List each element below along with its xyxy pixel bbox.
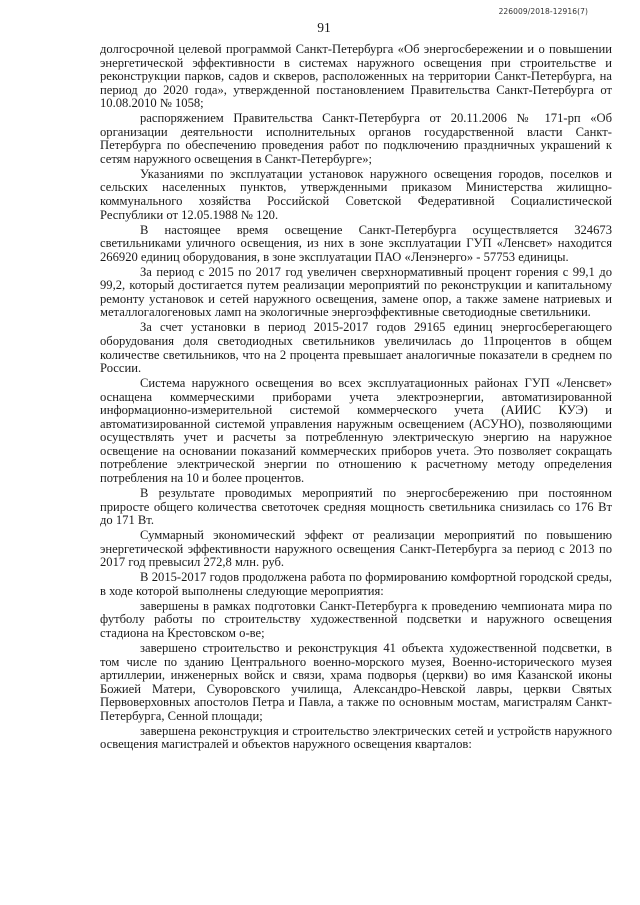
document-body	[100, 43, 612, 753]
page-number: 91	[317, 20, 331, 35]
paragraph: За счет установки в период 2015-2017 годов 29165 единиц энергосберегающего оборудования доля светодиодных светильников увеличилась до 11процентов в общем количестве светильников, что на 2 процента превышает аналогичные показатели в среднем по России.	[100, 320, 612, 376]
paragraph: Суммарный экономический эффект от реализации мероприятий по повышению энергетической эффективности наружного освещения Санкт-Петербурга за период с 2013 по 2017 год превысил 272,8 млн. руб.	[100, 528, 612, 570]
paragraph: распоряжением Правительства Санкт-Петербурга от 20.11.2006 № 171-рп «Об организации деятельности исполнительных органов государственной власти Санкт-Петербурга по обеспечению проведения работ по подключению праздничных украшений к сетям наружного освещения в Санкт-Петербурге»;	[100, 111, 612, 166]
paragraph: завершено строительство и реконструкция 41 объекта художественной подсветки, в том числе по зданию Центрального военно-морского музея, Военно-исторического музея артиллерии, инженерных войск и связи, храма подворья (церкви) во имя Казанской иконы Божией Матери, Суворовского училища, Александро-Невской лавры, церкви Святых Первоверховных апостолов Петра и Павла, а также по основным мостам, магистралям Санкт-Петербурга, Сенной площади;	[100, 641, 612, 723]
paragraph: В настоящее время освещение Санкт-Петербурга осуществляется 324673 светильниками уличного освещения, из них в зоне эксплуатации ГУП «Ленсвет» находится 266920 единиц оборудования, в зоне эксплуатации ПАО «Ленэнерго» - 57753 единицы.	[100, 222, 612, 264]
paragraph: долгосрочной целевой программой Санкт-Петербурга «Об энергосбережении и о повышении энергетической эффективности в системах наружного освещения при строительстве и реконструкции парков, садов и скверов, расположенных на территории Санкт-Петербурга, на период до 2020 года», утвержденной постановлением Правительства Санкт-Петербурга от 10.08.2010 № 1058;	[100, 42, 612, 111]
paragraph: В 2015-2017 годов продолжена работа по формированию комфортной городской среды, в ходе которой выполнены следующие мероприятия:	[100, 570, 612, 598]
document-registration-number: 226009/2018-12916(7)	[498, 7, 588, 16]
paragraph: За период с 2015 по 2017 год увеличен сверхнормативный процент горения с 99,1 до 99,2, который достигается путем реализации мероприятий по реконструкции и капитальному ремонту установок и сетей наружного освещения, замене опор, а также замене натриевых и металлогалогеновых ламп на экологичные энергоэффективные светодиодные светильники.	[100, 264, 612, 320]
paragraph: Указаниями по эксплуатации установок наружного освещения городов, поселков и сельских населенных пунктов, утвержденными приказом Министерства жилищно-коммунального хозяйства Российской Советской Федеративной Социалистической Республики от 12.05.1988 № 120.	[100, 166, 612, 222]
paragraph: завершены в рамках подготовки Санкт-Петербурга к проведению чемпионата мира по футболу работы по строительству художественной подсветки и наружного освещения стадиона на Крестовском о-ве;	[100, 598, 612, 640]
paragraph: В результате проводимых мероприятий по энергосбережению при постоянном приросте общего количества светоточек средняя мощность светильника снизилась со 176 Вт до 171 Вт.	[100, 486, 612, 528]
paragraph: Система наружного освещения во всех эксплуатационных районах ГУП «Ленсвет» оснащена коммерческими приборами учета электроэнергии, автоматизированной информационно-измерительной системой коммерческого учета (АИИС КУЭ) и автоматизированной системой управления наружным освещением (АСУНО), позволяющими осуществлять учет и расчеты за потребленную электрическую энергию на наружное освещение на основании показаний коммерческих приборов учета. Это позволяет сокращать потребление электрической энергии по отношению к расчетному методу определения потребления на 10 и более процентов.	[100, 376, 612, 485]
paragraph: завершена реконструкция и строительство электрических сетей и устройств наружного освещения магистралей и объектов наружного освещения кварталов:	[100, 723, 612, 752]
